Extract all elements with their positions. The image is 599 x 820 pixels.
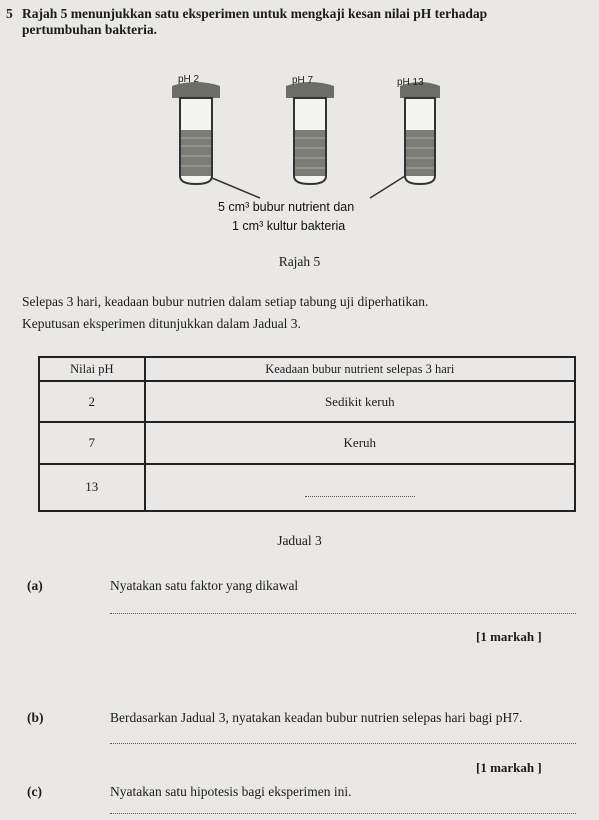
- part-b-label: (b): [27, 710, 44, 725]
- results-table: [38, 356, 576, 512]
- table-answer-cell[interactable]: [145, 464, 575, 511]
- question-intro: Rajah 5 menunjukkan satu eksperimen untuk mengkaji kesan nilai pH terhadap pertumbuhan bakteria.: [22, 6, 488, 37]
- table-row: [39, 422, 575, 463]
- test-tube-ph2: [172, 82, 220, 184]
- part-a-answer-line[interactable]: [110, 612, 576, 614]
- part-b-answer-line[interactable]: [110, 742, 576, 744]
- table-cell-ph: 2: [39, 381, 145, 422]
- part-a-question: Nyatakan satu faktor yang dikawal: [110, 578, 299, 593]
- part-c-answer-line[interactable]: [110, 812, 576, 814]
- figure-caption-line2: 1 cm³ kultur bakteria: [232, 219, 346, 233]
- test-tube-ph13: [400, 82, 440, 184]
- part-c-question: Nyatakan satu hipotesis bagi eksperimen ini.: [110, 784, 352, 799]
- table-title: Jadual 3: [277, 533, 322, 548]
- table-cell-ph: 13: [39, 464, 145, 511]
- figure-title: Rajah 5: [278, 254, 321, 269]
- table-cell-state: Keruh: [145, 422, 575, 463]
- table-header-ph: Nilai pH: [39, 357, 145, 381]
- part-a-label: (a): [27, 578, 43, 593]
- paragraph-observation: Selepas 3 hari, keadaan bubur nutrien dalam setiap tabung uji diperhatikan.: [22, 294, 429, 309]
- figure-rajah-5: [150, 68, 450, 243]
- table-cell-state: Sedikit keruh: [145, 381, 575, 422]
- table-row: [39, 381, 575, 422]
- pointer-line-left: [212, 178, 260, 198]
- figure-caption-line1: 5 cm³ bubur nutrient dan: [218, 200, 355, 214]
- test-tubes-diagram: [150, 68, 450, 243]
- question-number: 5: [6, 6, 13, 21]
- pointer-line-right: [370, 176, 405, 198]
- paragraph-results: Keputusan eksperimen ditunjukkan dalam Jadual 3.: [22, 316, 301, 331]
- table-header-state: Keadaan bubur nutrient selepas 3 hari: [145, 357, 575, 381]
- part-a-marks: [1 markah ]: [476, 629, 542, 644]
- test-tube-ph7: [286, 82, 334, 184]
- answer-dotted-line: [305, 496, 415, 497]
- table-cell-ph: 7: [39, 422, 145, 463]
- tube-label-ph13: pH 13: [397, 77, 424, 88]
- tube-label-ph7: pH 7: [292, 75, 314, 86]
- part-c-label: (c): [27, 784, 42, 799]
- part-b-marks: [1 markah ]: [476, 760, 542, 775]
- table-row: [39, 464, 575, 511]
- tube-label-ph2: pH 2: [178, 74, 200, 85]
- table-header-row: [39, 357, 575, 381]
- part-b-question: Berdasarkan Jadual 3, nyatakan keadan bubur nutrien selepas hari bagi pH7.: [110, 710, 523, 725]
